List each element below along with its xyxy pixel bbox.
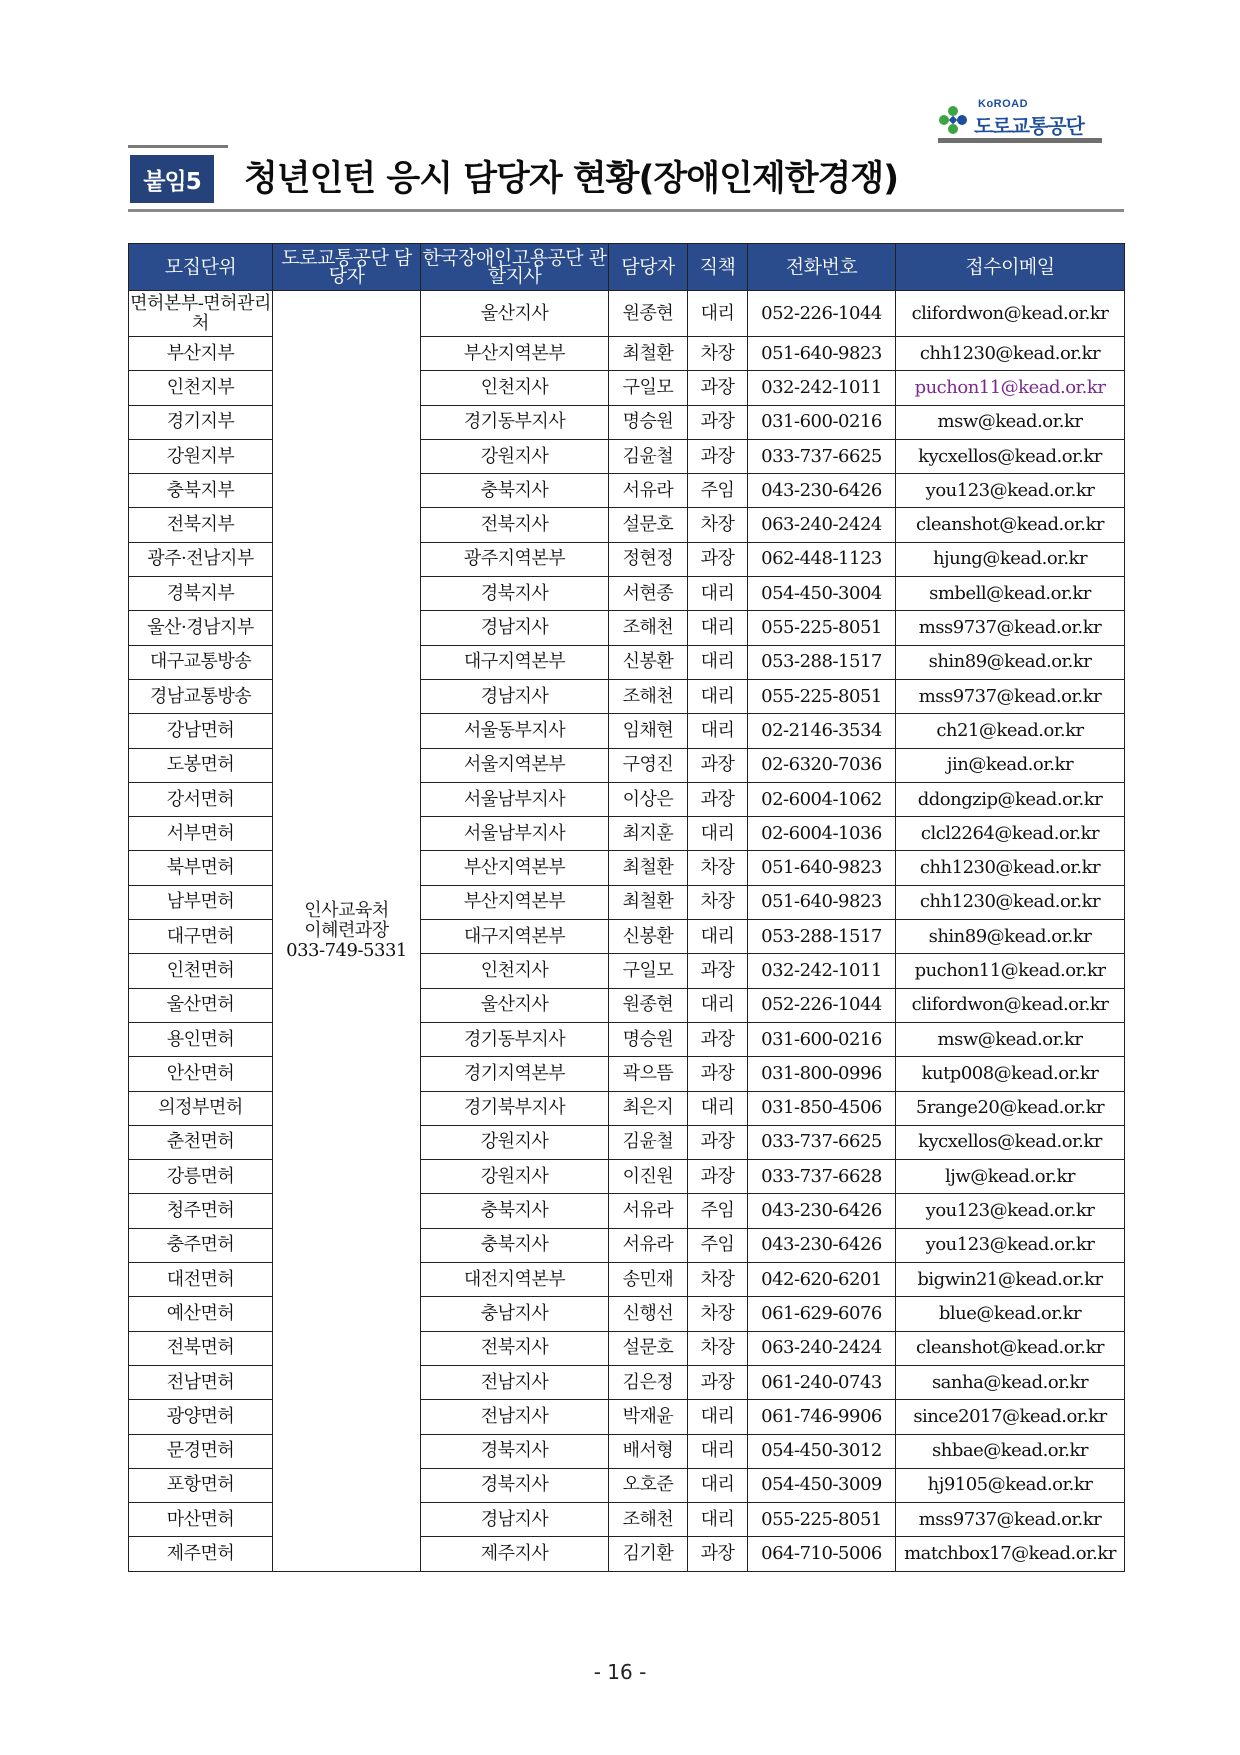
cell-position: 주임: [688, 474, 748, 508]
cell-phone: 051-640-9823: [748, 337, 896, 371]
cell-phone: 02-6004-1062: [748, 782, 896, 816]
cell-phone: 054-450-3009: [748, 1468, 896, 1502]
cell-branch: 대구지역본부: [421, 645, 609, 679]
cell-phone: 051-640-9823: [748, 885, 896, 919]
cell-person: 서유라: [609, 1194, 688, 1228]
cell-email: shin89@kead.or.kr: [896, 645, 1125, 679]
koroad-contact-line3: 033-749-5331: [286, 939, 407, 961]
cell-email: cleanshot@kead.or.kr: [896, 508, 1125, 542]
cell-person: 신봉환: [609, 920, 688, 954]
cell-unit: 대전면허: [129, 1263, 273, 1297]
cell-person: 김은정: [609, 1365, 688, 1399]
cell-unit: 북부면허: [129, 851, 273, 885]
cell-person: 명승원: [609, 405, 688, 439]
cell-email: you123@kead.or.kr: [896, 474, 1125, 508]
cell-position: 과장: [688, 371, 748, 405]
cell-email: chh1230@kead.or.kr: [896, 851, 1125, 885]
cell-email: mss9737@kead.or.kr: [896, 1503, 1125, 1537]
table-header-row: [129, 244, 1125, 291]
cell-branch: 인천지사: [421, 954, 609, 988]
cell-unit: 도봉면허: [129, 748, 273, 782]
cell-person: 곽으뜸: [609, 1057, 688, 1091]
cell-position: 대리: [688, 645, 748, 679]
cell-person: 서현종: [609, 577, 688, 611]
cell-position: 대리: [688, 920, 748, 954]
cell-unit: 전남면허: [129, 1365, 273, 1399]
contact-table: [128, 243, 1125, 1572]
koroad-contact-line2: 이혜련과장: [304, 919, 389, 941]
cell-phone: 031-800-0996: [748, 1057, 896, 1091]
table-body: [129, 291, 1125, 1572]
cell-branch: 충북지사: [421, 1194, 609, 1228]
cell-phone: 051-640-9823: [748, 851, 896, 885]
cell-email: smbell@kead.or.kr: [896, 577, 1125, 611]
cell-position: 대리: [688, 817, 748, 851]
cell-branch: 울산지사: [421, 291, 609, 337]
cell-branch: 전북지사: [421, 1331, 609, 1365]
cell-unit: 부산지부: [129, 337, 273, 371]
koroad-logo: [938, 95, 1104, 147]
cell-email: clifordwon@kead.or.kr: [896, 291, 1125, 337]
cell-email: chh1230@kead.or.kr: [896, 337, 1125, 371]
cell-position: 과장: [688, 1365, 748, 1399]
cell-person: 김윤철: [609, 439, 688, 473]
header-person: 담당자: [609, 244, 688, 291]
cell-unit: 전북지부: [129, 508, 273, 542]
cell-position: 대리: [688, 1400, 748, 1434]
page-title: 청년인턴 응시 담당자 현황(장애인제한경쟁): [244, 159, 899, 199]
cell-unit: 경기지부: [129, 405, 273, 439]
cell-branch: 경남지사: [421, 679, 609, 713]
cell-unit: 인천지부: [129, 371, 273, 405]
cell-phone: 063-240-2424: [748, 1331, 896, 1365]
cell-unit: 포항면허: [129, 1468, 273, 1502]
cell-position: 과장: [688, 1022, 748, 1056]
logo-korean: 도로교통공단: [974, 114, 1084, 138]
cell-unit: 제주면허: [129, 1537, 273, 1571]
cell-email: you123@kead.or.kr: [896, 1228, 1125, 1262]
cell-email: hjung@kead.or.kr: [896, 542, 1125, 576]
cell-phone: 033-737-6625: [748, 1125, 896, 1159]
page-number: - 16 -: [593, 1660, 647, 1684]
cell-phone: 031-600-0216: [748, 405, 896, 439]
cell-branch: 부산지역본부: [421, 885, 609, 919]
cell-email: mss9737@kead.or.kr: [896, 679, 1125, 713]
cell-email: you123@kead.or.kr: [896, 1194, 1125, 1228]
cell-position: 과장: [688, 1160, 748, 1194]
cell-unit: 청주면허: [129, 1194, 273, 1228]
cell-unit: 강원지부: [129, 439, 273, 473]
cell-phone: 055-225-8051: [748, 679, 896, 713]
cell-position: 과장: [688, 1125, 748, 1159]
cell-position: 대리: [688, 611, 748, 645]
cell-position: 과장: [688, 782, 748, 816]
cell-unit: 문경면허: [129, 1434, 273, 1468]
cell-position: 과장: [688, 1057, 748, 1091]
cell-branch: 경북지사: [421, 577, 609, 611]
cell-position: 과장: [688, 439, 748, 473]
cell-email: matchbox17@kead.or.kr: [896, 1537, 1125, 1571]
cell-person: 원종현: [609, 291, 688, 337]
cell-unit: 경남교통방송: [129, 679, 273, 713]
cell-person: 구일모: [609, 954, 688, 988]
cell-person: 조해천: [609, 679, 688, 713]
cell-branch: 경기북부지사: [421, 1091, 609, 1125]
cell-phone: 033-737-6628: [748, 1160, 896, 1194]
cell-branch: 서울남부지사: [421, 782, 609, 816]
cell-phone: 052-226-1044: [748, 291, 896, 337]
cell-person: 최철환: [609, 337, 688, 371]
cell-branch: 인천지사: [421, 371, 609, 405]
cell-koroad-contact: [273, 291, 421, 1572]
cell-branch: 부산지역본부: [421, 851, 609, 885]
cell-phone: 054-450-3012: [748, 1434, 896, 1468]
cell-unit: 남부면허: [129, 885, 273, 919]
cell-position: 과장: [688, 748, 748, 782]
cell-email: kutp008@kead.or.kr: [896, 1057, 1125, 1091]
koroad-contact-line1: 인사교육처: [304, 899, 389, 921]
cell-branch: 경기동부지사: [421, 405, 609, 439]
cell-unit: 안산면허: [129, 1057, 273, 1091]
cell-branch: 충남지사: [421, 1297, 609, 1331]
cell-person: 서유라: [609, 1228, 688, 1262]
cell-email: since2017@kead.or.kr: [896, 1400, 1125, 1434]
cell-unit: 광양면허: [129, 1400, 273, 1434]
cell-email: ddongzip@kead.or.kr: [896, 782, 1125, 816]
cell-branch: 제주지사: [421, 1537, 609, 1571]
cell-branch: 경북지사: [421, 1434, 609, 1468]
cell-email: msw@kead.or.kr: [896, 405, 1125, 439]
cell-position: 대리: [688, 988, 748, 1022]
attachment-badge: 붙임5: [130, 155, 214, 203]
cell-email: kycxellos@kead.or.kr: [896, 439, 1125, 473]
cell-person: 조해천: [609, 611, 688, 645]
cell-position: 차장: [688, 508, 748, 542]
cell-email: 5range20@kead.or.kr: [896, 1091, 1125, 1125]
cell-unit: 전북면허: [129, 1331, 273, 1365]
cell-email: puchon11@kead.or.kr: [896, 954, 1125, 988]
cell-branch: 경기지역본부: [421, 1057, 609, 1091]
cell-person: 서유라: [609, 474, 688, 508]
cell-branch: 서울동부지사: [421, 714, 609, 748]
cell-email: ljw@kead.or.kr: [896, 1160, 1125, 1194]
cell-position: 과장: [688, 542, 748, 576]
cell-person: 이상은: [609, 782, 688, 816]
cell-branch: 전남지사: [421, 1400, 609, 1434]
cell-email: sanha@kead.or.kr: [896, 1365, 1125, 1399]
cell-phone: 02-6320-7036: [748, 748, 896, 782]
cell-position: 과장: [688, 405, 748, 439]
cell-phone: 061-240-0743: [748, 1365, 896, 1399]
cell-position: 대리: [688, 1503, 748, 1537]
cell-branch: 경기동부지사: [421, 1022, 609, 1056]
cell-email: cleanshot@kead.or.kr: [896, 1331, 1125, 1365]
cell-unit: 마산면허: [129, 1503, 273, 1537]
cell-unit: 울산·경남지부: [129, 611, 273, 645]
cell-unit: 용인면허: [129, 1022, 273, 1056]
cell-phone: 043-230-6426: [748, 474, 896, 508]
cell-phone: 043-230-6426: [748, 1194, 896, 1228]
cell-position: 차장: [688, 1263, 748, 1297]
cell-email: shbae@kead.or.kr: [896, 1434, 1125, 1468]
cell-email: ch21@kead.or.kr: [896, 714, 1125, 748]
cell-person: 신행선: [609, 1297, 688, 1331]
cell-unit: 대구면허: [129, 920, 273, 954]
cell-person: 최철환: [609, 851, 688, 885]
cell-branch: 대구지역본부: [421, 920, 609, 954]
cell-position: 과장: [688, 1537, 748, 1571]
cell-email: hj9105@kead.or.kr: [896, 1468, 1125, 1502]
cell-branch: 서울남부지사: [421, 817, 609, 851]
cell-email: clcl2264@kead.or.kr: [896, 817, 1125, 851]
cell-branch: 경남지사: [421, 611, 609, 645]
cell-unit: 충북지부: [129, 474, 273, 508]
cell-person: 정현정: [609, 542, 688, 576]
cell-position: 대리: [688, 679, 748, 713]
cell-email: clifordwon@kead.or.kr: [896, 988, 1125, 1022]
cell-person: 신봉환: [609, 645, 688, 679]
cell-unit: 대구교통방송: [129, 645, 273, 679]
cell-phone: 043-230-6426: [748, 1228, 896, 1262]
cell-person: 설문호: [609, 508, 688, 542]
cell-position: 차장: [688, 1297, 748, 1331]
cell-unit: 광주·전남지부: [129, 542, 273, 576]
cell-phone: 064-710-5006: [748, 1537, 896, 1571]
cell-unit: 인천면허: [129, 954, 273, 988]
header-position: 직책: [688, 244, 748, 291]
cell-branch: 대전지역본부: [421, 1263, 609, 1297]
cell-person: 명승원: [609, 1022, 688, 1056]
cell-phone: 053-288-1517: [748, 920, 896, 954]
title-section: [128, 145, 1124, 215]
cell-position: 대리: [688, 291, 748, 337]
cell-position: 차장: [688, 851, 748, 885]
cell-phone: 02-2146-3534: [748, 714, 896, 748]
cell-phone: 033-737-6625: [748, 439, 896, 473]
cell-unit: 강남면허: [129, 714, 273, 748]
cell-person: 배서형: [609, 1434, 688, 1468]
cell-person: 오호준: [609, 1468, 688, 1502]
logo-underline: [938, 138, 1102, 143]
cell-person: 최지훈: [609, 817, 688, 851]
header-email: 접수이메일: [896, 244, 1125, 291]
cell-person: 김기환: [609, 1537, 688, 1571]
cell-phone: 062-448-1123: [748, 542, 896, 576]
cell-person: 구일모: [609, 371, 688, 405]
cell-branch: 경북지사: [421, 1468, 609, 1502]
header-phone: 전화번호: [748, 244, 896, 291]
cell-phone: 042-620-6201: [748, 1263, 896, 1297]
cell-phone: 053-288-1517: [748, 645, 896, 679]
cell-person: 이진원: [609, 1160, 688, 1194]
cell-branch: 강원지사: [421, 1125, 609, 1159]
cell-phone: 031-850-4506: [748, 1091, 896, 1125]
cell-person: 조해천: [609, 1503, 688, 1537]
cell-position: 주임: [688, 1228, 748, 1262]
header-unit: 모집단위: [129, 244, 273, 291]
cell-email: msw@kead.or.kr: [896, 1022, 1125, 1056]
cell-unit: 예산면허: [129, 1297, 273, 1331]
cell-phone: 052-226-1044: [748, 988, 896, 1022]
cell-person: 최은지: [609, 1091, 688, 1125]
cell-unit: 경북지부: [129, 577, 273, 611]
cell-branch: 전북지사: [421, 508, 609, 542]
cell-email: puchon11@kead.or.kr: [896, 371, 1125, 405]
cell-phone: 031-600-0216: [748, 1022, 896, 1056]
cell-position: 주임: [688, 1194, 748, 1228]
cell-position: 차장: [688, 1331, 748, 1365]
cell-unit: 강릉면허: [129, 1160, 273, 1194]
header-kead-branch: 한국장애인고용공단 관할지사: [421, 244, 609, 291]
cell-unit: 춘천면허: [129, 1125, 273, 1159]
title-top-rule: [128, 145, 228, 148]
cell-branch: 부산지역본부: [421, 337, 609, 371]
cell-branch: 광주지역본부: [421, 542, 609, 576]
cell-position: 대리: [688, 1091, 748, 1125]
cell-branch: 울산지사: [421, 988, 609, 1022]
logo-english: KoROAD: [978, 98, 1029, 110]
cell-branch: 충북지사: [421, 474, 609, 508]
cell-person: 임채현: [609, 714, 688, 748]
cell-email: shin89@kead.or.kr: [896, 920, 1125, 954]
cell-email: kycxellos@kead.or.kr: [896, 1125, 1125, 1159]
cell-phone: 032-242-1011: [748, 371, 896, 405]
cell-person: 김윤철: [609, 1125, 688, 1159]
cell-branch: 강원지사: [421, 1160, 609, 1194]
cell-position: 차장: [688, 885, 748, 919]
cell-unit: 서부면허: [129, 817, 273, 851]
cell-phone: 055-225-8051: [748, 1503, 896, 1537]
cell-person: 최철환: [609, 885, 688, 919]
title-bottom-rule: [128, 209, 1124, 212]
cell-position: 대리: [688, 1468, 748, 1502]
cell-email: jin@kead.or.kr: [896, 748, 1125, 782]
cell-branch: 충북지사: [421, 1228, 609, 1262]
cell-phone: 055-225-8051: [748, 611, 896, 645]
cell-person: 원종현: [609, 988, 688, 1022]
cell-position: 대리: [688, 1434, 748, 1468]
cell-phone: 02-6004-1036: [748, 817, 896, 851]
cell-unit: 울산면허: [129, 988, 273, 1022]
koroad-logo-icon: [938, 105, 968, 135]
cell-position: 대리: [688, 714, 748, 748]
cell-person: 송민재: [609, 1263, 688, 1297]
cell-unit: 충주면허: [129, 1228, 273, 1262]
cell-unit: 강서면허: [129, 782, 273, 816]
cell-phone: 063-240-2424: [748, 508, 896, 542]
cell-phone: 061-746-9906: [748, 1400, 896, 1434]
cell-branch: 서울지역본부: [421, 748, 609, 782]
cell-position: 차장: [688, 337, 748, 371]
cell-branch: 강원지사: [421, 439, 609, 473]
cell-phone: 061-629-6076: [748, 1297, 896, 1331]
cell-branch: 전남지사: [421, 1365, 609, 1399]
cell-position: 대리: [688, 577, 748, 611]
cell-phone: 032-242-1011: [748, 954, 896, 988]
cell-person: 구영진: [609, 748, 688, 782]
cell-phone: 054-450-3004: [748, 577, 896, 611]
table-row: [129, 291, 1125, 337]
cell-email: mss9737@kead.or.kr: [896, 611, 1125, 645]
cell-email: blue@kead.or.kr: [896, 1297, 1125, 1331]
cell-person: 설문호: [609, 1331, 688, 1365]
cell-unit: 의정부면허: [129, 1091, 273, 1125]
cell-branch: 경남지사: [421, 1503, 609, 1537]
cell-email: bigwin21@kead.or.kr: [896, 1263, 1125, 1297]
cell-person: 박재윤: [609, 1400, 688, 1434]
cell-position: 과장: [688, 954, 748, 988]
header-koroad-contact: 도로교통공단 담당자: [273, 244, 421, 291]
cell-unit: 면허본부-면허관리처: [129, 291, 273, 337]
cell-email: chh1230@kead.or.kr: [896, 885, 1125, 919]
